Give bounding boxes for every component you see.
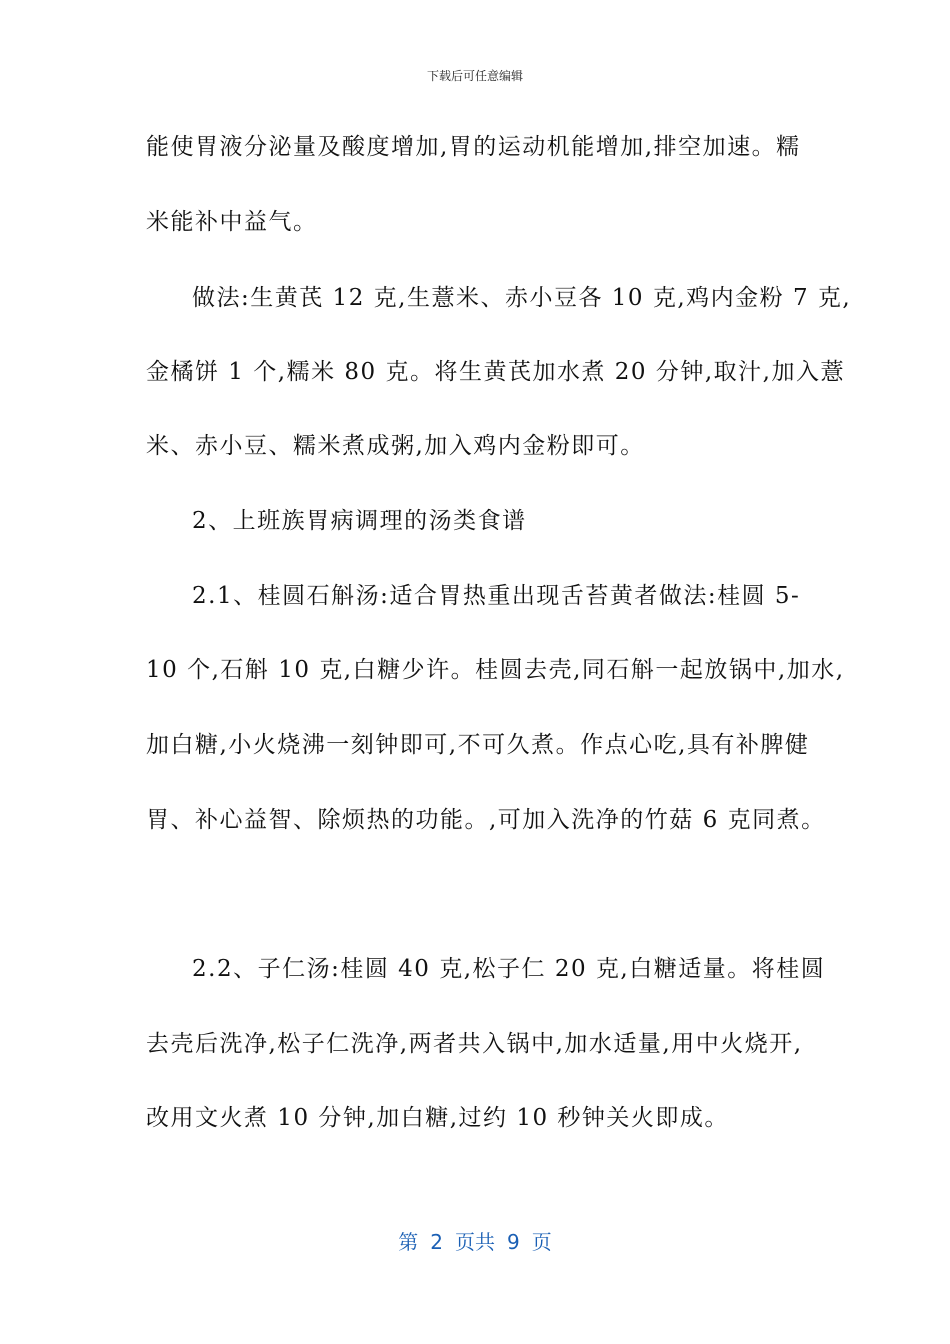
header-note: 下载后可任意编辑	[426, 69, 523, 83]
footer-suffix: 页	[531, 1230, 552, 1254]
text-line: 米能补中益气。	[146, 209, 318, 235]
text-line: 加白糖,小火烧沸一刻钟即可,不可久煮。作点心吃,具有补脾健	[146, 732, 810, 758]
text-line: 2.1、桂圆石斛汤:适合胃热重出现舌苔黄者做法:桂圆 5-	[192, 583, 801, 609]
text-line: 做法:生黄芪 12 克,生薏米、赤小豆各 10 克,鸡内金粉 7 克,	[192, 285, 852, 311]
text-line: 改用文火煮 10 分钟,加白糖,过约 10 秒钟关火即成。	[146, 1105, 729, 1131]
footer-prefix: 第	[398, 1230, 419, 1254]
section-heading: 2、上班族胃病调理的汤类食谱	[192, 508, 527, 534]
text-line: 米、赤小豆、糯米煮成粥,加入鸡内金粉即可。	[146, 433, 645, 459]
footer-middle: 页共	[455, 1230, 495, 1254]
page-total: 9	[507, 1230, 520, 1254]
text-line: 10 个,石斛 10 克,白糖少许。桂圆去壳,同石斛一起放锅中,加水,	[146, 657, 845, 683]
text-line: 金橘饼 1 个,糯米 80 克。将生黄芪加水煮 20 分钟,取汁,加入薏	[146, 359, 845, 385]
page-number: 2	[430, 1230, 443, 1254]
text-line: 2.2、子仁汤:桂圆 40 克,松子仁 20 克,白糖适量。将桂圆	[192, 956, 826, 982]
text-line: 去壳后洗净,松子仁洗净,两者共入锅中,加水适量,用中火烧开,	[146, 1031, 803, 1057]
text-line: 胃、补心益智、除烦热的功能。,可加入洗净的竹菇 6 克同煮。	[146, 807, 826, 833]
page-footer	[0, 1226, 950, 1255]
text-line: 能使胃液分泌量及酸度增加,胃的运动机能增加,排空加速。糯	[146, 134, 801, 160]
